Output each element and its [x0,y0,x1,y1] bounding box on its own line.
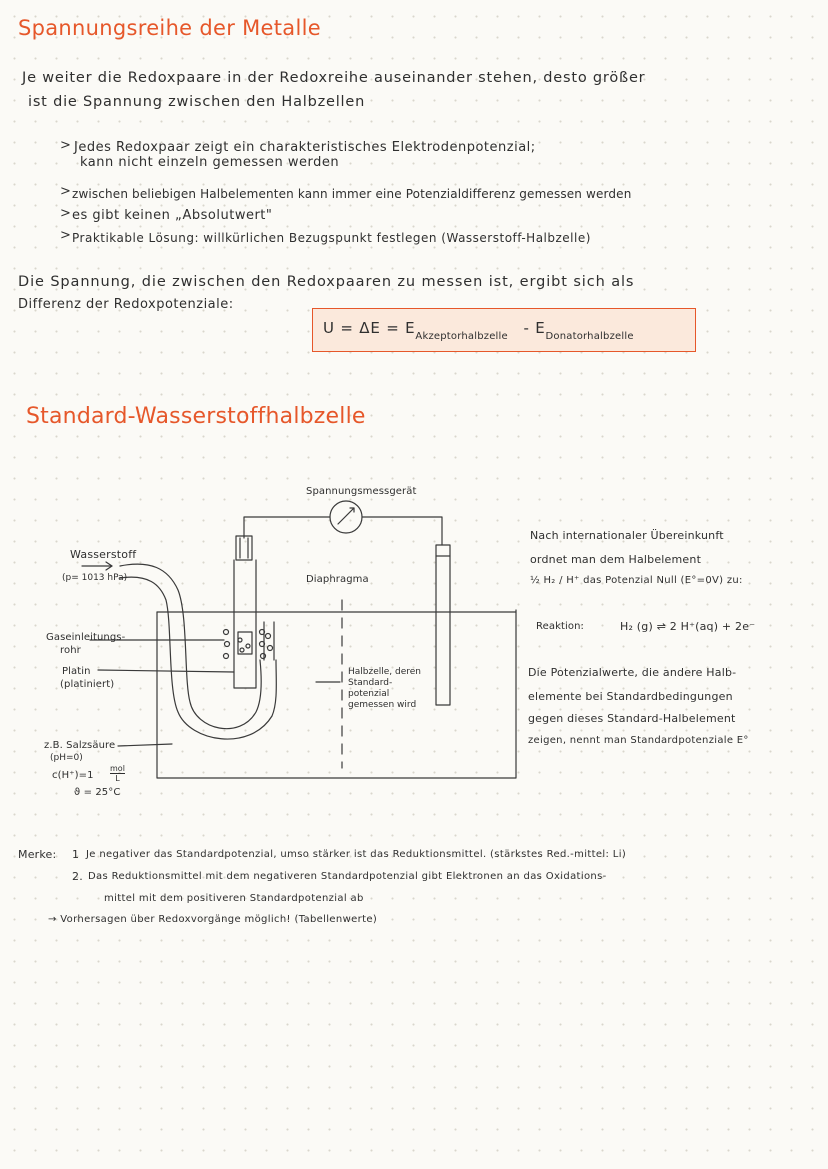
merke-number-1: 1 [72,848,80,861]
merke-point-1: Je negativer das Standardpotenzial, umso stärker ist das Reduktionsmittel. (stärkstes Red.-mittel: Li) [86,849,627,860]
label-acid-3: c(H⁺)=1 [52,770,94,781]
voltmeter [330,501,362,533]
bullet-marker: > [60,138,72,153]
paragraph-line-1: Die Potenzialwerte, die andere Halb- [528,666,737,679]
bullet-3: es gibt keinen „Absolutwert" [72,208,273,223]
bullet-2: zwischen beliebigen Halbelementen kann immer eine Potenzialdifferenz gemessen werden [72,187,632,201]
intro-line-2: ist die Spannung zwischen den Halbzellen [28,94,366,110]
electrode-top [236,536,252,560]
label-acid-unit [110,764,125,783]
page-title: Spannungsreihe der Metalle [18,16,321,40]
paragraph-line-2: elemente bei Standardbedingungen [528,690,733,703]
label-acid-4: ϑ = 25°C [74,787,121,798]
merke-point-2b: mittel mit dem positiveren Standardpotenzial ab [104,893,364,904]
label-gas-tube-1: Gaseinleitungs- [46,632,126,643]
side-note-line-3: ½ H₂ / H⁺ das Potenzial Null (E°=0V) zu: [530,575,743,586]
label-acid-unit-den: L [115,774,120,783]
label-voltmeter: Spannungsmessgerät [306,486,417,497]
bullet-1-line-1: Jedes Redoxpaar zeigt ein charakteristisches Elektrodenpotenzial; [74,140,536,155]
side-note-line-1: Nach internationaler Übereinkunft [530,529,724,542]
bullet-1-line-2: kann nicht einzeln gemessen werden [80,155,340,170]
reaction-label: Reaktion: [536,621,584,632]
electrode-glass-tube [234,560,256,688]
leader-platinum [98,670,234,672]
merke-label: Merke: [18,848,57,861]
label-acid-unit-num: mol [110,764,125,773]
intro-line-1: Je weiter die Redoxpaare in der Redoxreihe auseinander stehen, desto größer [22,70,646,86]
label-platinum-2: (platiniert) [60,679,115,690]
bullet-marker: > [60,228,72,243]
label-platinum-1: Platin [62,666,91,677]
voltage-line-1: Die Spannung, die zwischen den Redoxpaaren zu messen ist, ergibt sich als [18,274,635,290]
wire-left [244,517,330,538]
voltage-line-2: Differenz der Redoxpotenziale: [18,297,234,312]
bullet-marker: > [60,184,72,199]
label-hydrogen: Wasserstoff [70,548,137,561]
formula-sub-acceptor: Akzeptorhalbzelle [415,331,508,342]
formula-sub-donator: Donatorhalbzelle [545,331,634,342]
formula-minus: - E [523,319,546,337]
leader-acid [118,744,172,746]
label-gas-tube-2: rohr [60,645,81,656]
paragraph-line-3: gegen dieses Standard-Halbelement [528,712,736,725]
label-acid-2: (pH=0) [50,753,83,763]
beaker [157,610,516,778]
paragraph-line-4: zeigen, nennt man Standardpotenziale E° [528,735,749,746]
label-halfcell-3: potenzial [348,689,390,699]
side-note-line-2: ordnet man dem Halbelement [530,553,702,566]
label-pressure: (p= 1013 hPa) [62,573,128,583]
label-halfcell-4: gemessen wird [348,700,417,710]
voltmeter-needle [338,508,354,524]
label-halfcell-1: Halbzelle, deren [348,667,422,677]
merke-conclusion: → Vorhersagen über Redoxvorgänge möglich! (Tabellenwerte) [48,914,378,925]
gas-tube-outer [120,564,261,729]
merke-number-2: 2. [72,870,83,883]
bullet-4: Praktikable Lösung: willkürlichen Bezugspunkt festlegen (Wasserstoff-Halbzelle) [72,231,591,245]
formula-main: U = ΔE = E [323,319,416,337]
label-halfcell-2: Standard- [348,678,393,688]
right-electrode [436,545,450,705]
reaction-equation: H₂ (g) ⇌ 2 H⁺(aq) + 2e⁻ [620,620,756,633]
section-title: Standard-Wasserstoffhalbzelle [26,404,366,429]
wire-right [362,517,442,545]
merke-point-2a: Das Reduktionsmittel mit dem negativeren Standardpotenzial gibt Elektronen an das Oxidations- [88,871,607,882]
gas-tube-inner [120,577,276,739]
label-diaphragm: Diaphragma [306,574,369,585]
bullet-marker: > [60,206,72,221]
label-acid-1: z.B. Salzsäure [44,740,116,751]
